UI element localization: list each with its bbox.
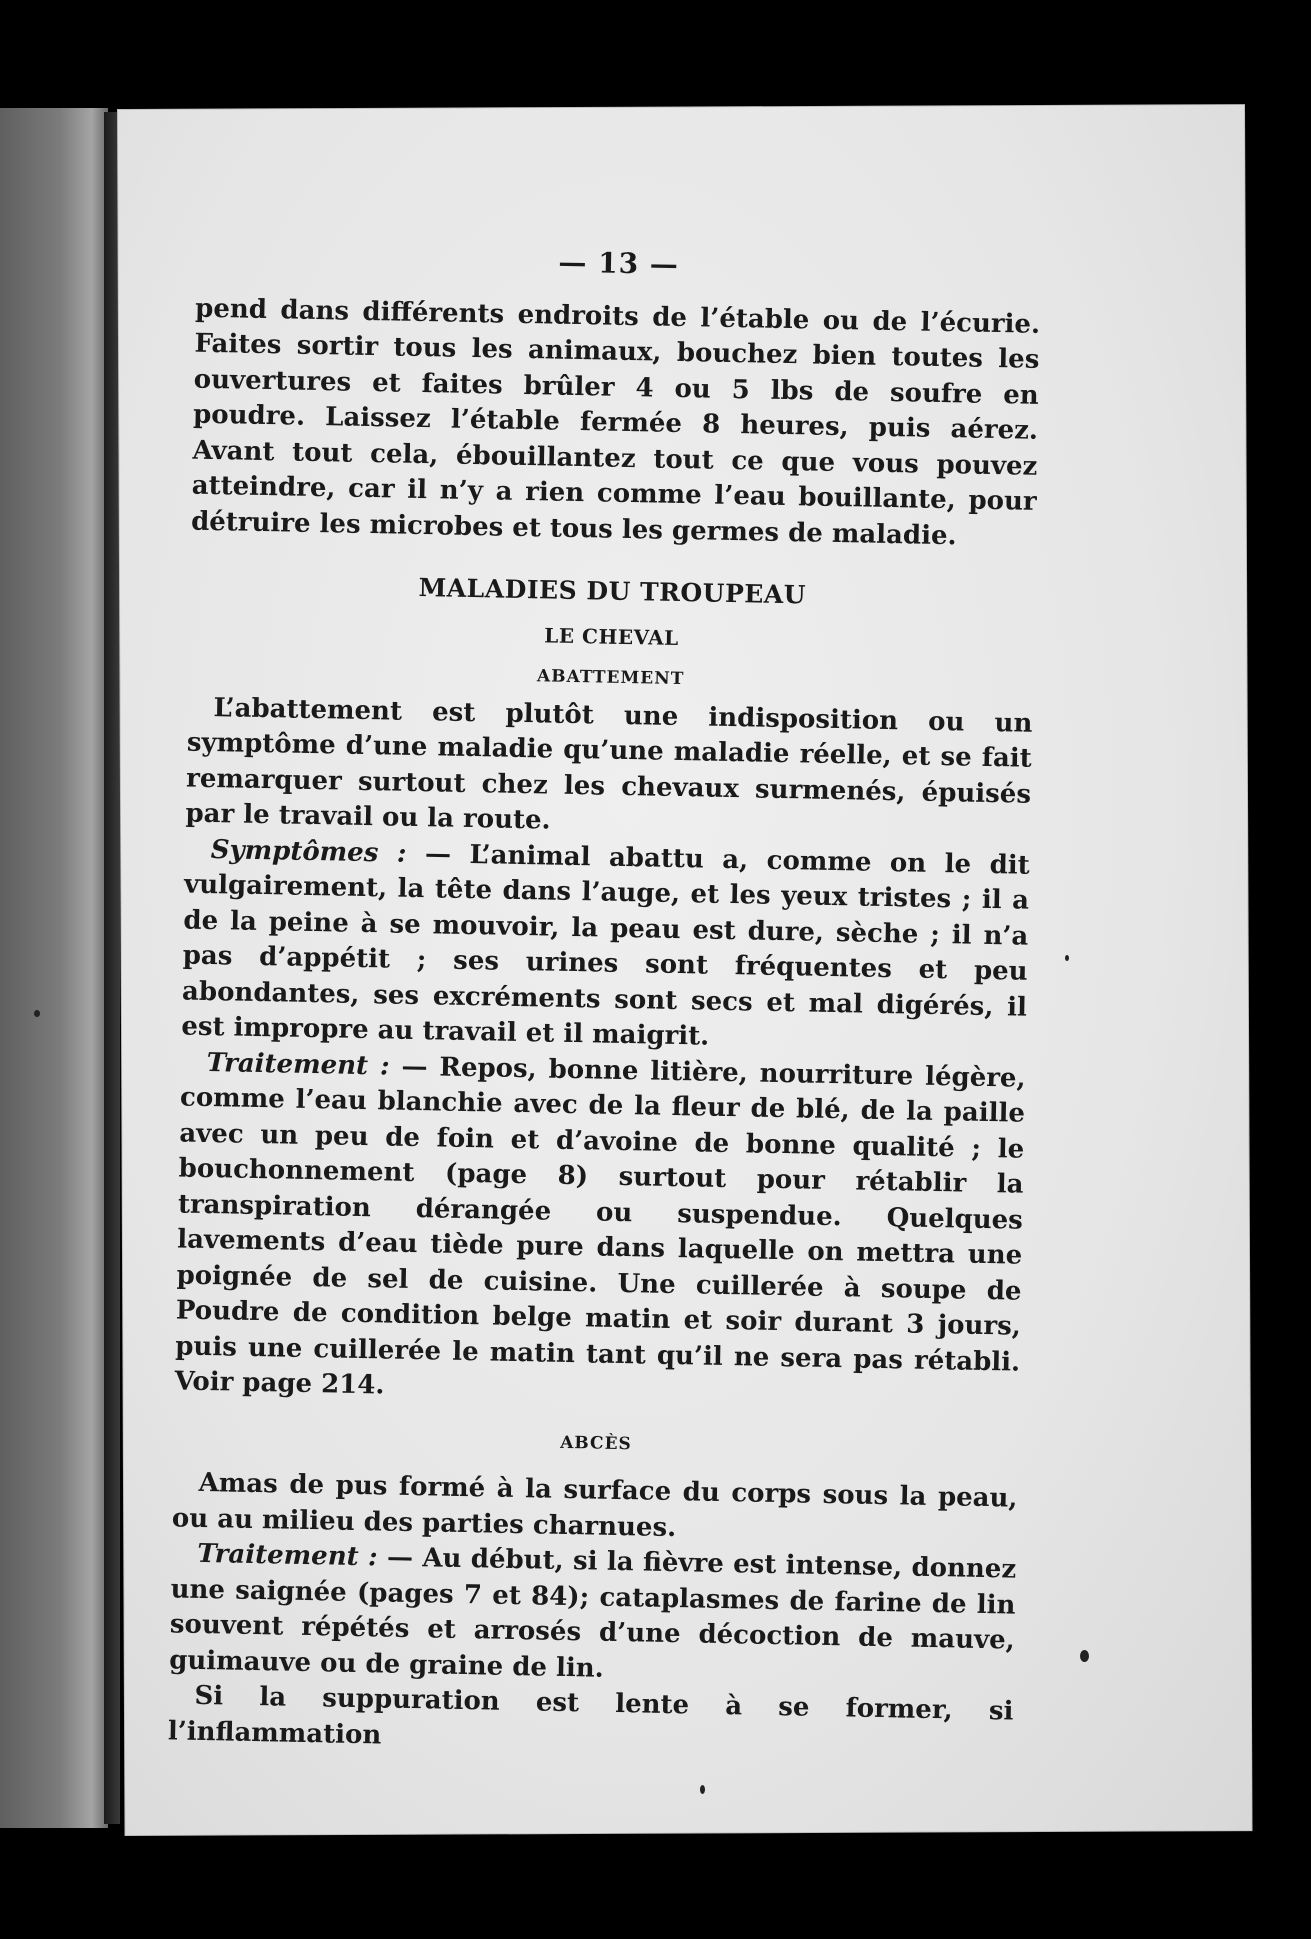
topic-heading-abattement: ABATTEMENT	[536, 666, 685, 690]
ink-speck	[1065, 955, 1069, 961]
symptomes-text: — L’animal abattu a, comme on le dit vulgairement, la tête dans l’auge, et les yeux tristes ; il a de la peine à se mouvoir, la peau est dure, sèche ; il n’a pas d’appétit ; ses urines sont fréquentes et peu abondantes, ses excréments sont secs et mal digérés, il est impropre au travail et il maigrit.	[181, 838, 1030, 1052]
traitement-label-2: Traitement :	[197, 1538, 378, 1573]
traitement-text-1: — Repos, bonne litière, nourriture légère, comme l’eau blanchie avec de la fleur de blé, de la paille avec un peu de foin et d’avoine de bonne qualité ; le bouchonnement (page 8) surtout pour rétablir la transpiration dérangée ou suspendue. Quelques lavements d’eau tiède pure dans laquelle on mettra une poignée de sel de cuisine. Une cuillerée à soupe de Poudre de condition belge matin et soir durant 3 jours, puis une cuillerée le matin tant qu’il ne sera pas rétabli. Voir page 214.	[174, 1051, 1026, 1401]
symptomes-label: Symptômes :	[210, 834, 407, 869]
ink-speck	[34, 1010, 40, 1017]
ink-speck	[700, 1785, 705, 1794]
page-content	[168, 238, 1042, 1766]
traitement-label-1: Traitement :	[206, 1047, 390, 1082]
abattement-description: L’abattement est plutôt une indisposition ou un symptôme d’une maladie qu’une maladie réelle, et se fait remarquer surtout chez les chevaux surmenés, épuisés par le travail ou la route.	[185, 692, 1033, 836]
suppuration-line: Si la suppuration est lente à se former, si l’inflammation	[167, 1680, 1014, 1750]
traitement-paragraph-1	[174, 1045, 1026, 1416]
book-page	[118, 105, 1252, 1835]
traitement-paragraph-2	[169, 1536, 1017, 1694]
abces-description: Amas de pus formé à la surface du corps sous la peau, ou au milieu des parties charnues.	[171, 1467, 1018, 1543]
symptomes-paragraph	[181, 832, 1030, 1061]
facing-page-edge	[0, 108, 108, 1828]
intro-paragraph: pend dans différents endroits de l’étable ou de l’écurie. Faites sortir tous les animaux, bouchez bien toutes les ouvertures et faites brûler 4 ou 5 lbs de soufre en poudre. Laissez l’étable fermée 8 heures, puis aérez. Avant tout cela, ébouillantez tout ce que vous pouvez atteindre, car il n’y a rien comme l’eau bouillante, pour détruire les microbes et tous les germes de maladie.	[190, 293, 1041, 551]
ink-speck	[1080, 1650, 1089, 1662]
section-heading: MALADIES DU TROUPEAU	[418, 572, 807, 610]
page-number: — 13 —	[558, 245, 680, 281]
topic-heading-abces: ABCÈS	[559, 1432, 632, 1454]
traitement-text-2: — Au début, si la fièvre est intense, donnez une saignée (pages 7 et 84); cataplasmes de farine de lin souvent répétés et arrosés d’une décoction de mauve, guimauve ou de graine de lin.	[168, 1542, 1017, 1684]
book-spine	[104, 112, 120, 1824]
subsection-heading: LE CHEVAL	[544, 622, 679, 650]
